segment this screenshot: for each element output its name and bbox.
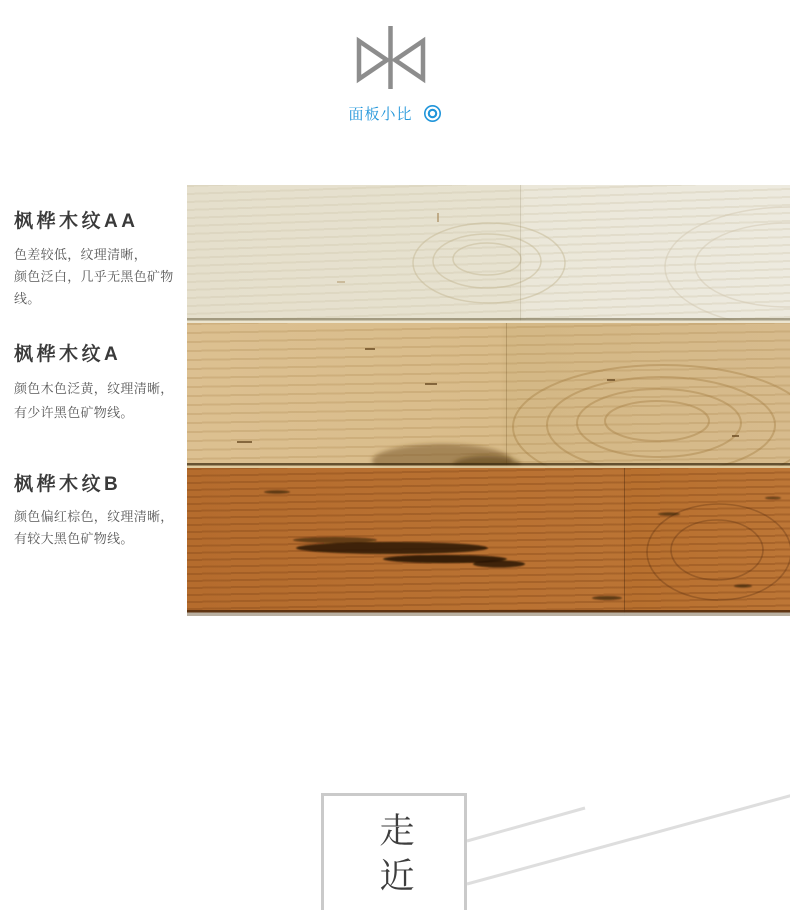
wood-plank-a (187, 323, 790, 468)
desc-line: 颜色偏红棕色，纹理清晰， (14, 509, 174, 524)
section-description (14, 244, 186, 310)
desc-line: 有较大黑色矿物线。 (14, 531, 134, 546)
footer-callout-box (321, 793, 467, 910)
wood-sample-image (187, 185, 790, 616)
footer-callout-label: 走近 (375, 812, 414, 902)
desc-line: 色差较低，纹理清晰， (14, 247, 148, 262)
wood-grain-overlay (187, 468, 790, 616)
page-subtitle: 面板小比 (348, 105, 413, 123)
page-subtitle-row (0, 103, 790, 123)
bowtie-logo-icon (353, 23, 429, 93)
section-title: 枫桦木纹A (14, 344, 122, 365)
desc-line: 颜色木色泛黄，纹理清晰， (14, 381, 174, 396)
wood-plank-b (187, 468, 790, 616)
section-description (14, 377, 186, 425)
section-title: 枫桦木纹AA (14, 211, 139, 232)
section-wood-b (14, 469, 186, 550)
section-title: 枫桦木纹B (14, 474, 122, 495)
diagonal-decor-lines (460, 785, 790, 910)
plank-seam (506, 323, 507, 468)
section-wood-aa (14, 206, 186, 310)
wood-grain-overlay (187, 323, 790, 468)
wood-plank-aa (187, 185, 790, 323)
wood-grain-overlay (187, 185, 790, 323)
desc-line: 有少许黑色矿物线。 (14, 405, 134, 420)
target-circle-icon (423, 104, 442, 123)
desc-line: 颜色泛白，几乎无黑色矿物线。 (14, 269, 174, 306)
plank-seam (624, 468, 625, 616)
plank-edge (187, 610, 790, 616)
section-description (14, 506, 186, 550)
section-wood-a (14, 339, 186, 425)
plank-seam (520, 185, 521, 323)
